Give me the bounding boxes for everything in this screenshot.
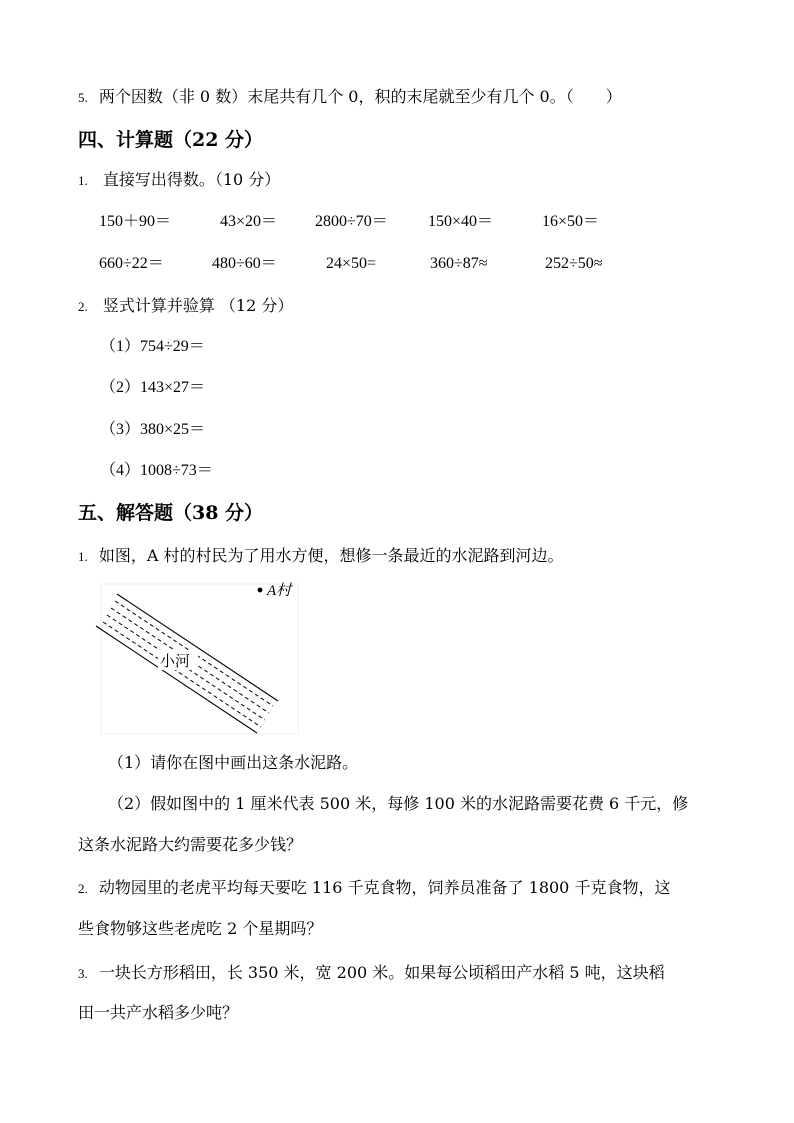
question-number: 2. <box>78 881 88 896</box>
figure-frame <box>101 584 298 734</box>
section-5-question-2-line-1 <box>78 877 670 900</box>
question-text: 一块长方形稻田，长 350 米，宽 200 米。如果每公顷稻田产水稻 5 吨，这块稻 <box>98 963 665 982</box>
question-text: 竖式计算并验算 （12 分） <box>102 296 294 315</box>
question-text: 如图，A 村的村民为了用水方便，想修一条最近的水泥路到河边。 <box>98 546 564 565</box>
question-1-sub-2-line-2: 这条水泥路大约需要花多少钱？ <box>78 835 303 854</box>
village-a-label: A村 <box>267 583 292 599</box>
question-number: 3. <box>78 966 88 981</box>
vertical-calc-3: （3）380×25＝ <box>100 421 206 438</box>
question-number: 1. <box>78 173 88 188</box>
section-5-question-3-line-2: 田一共产水稻多少吨？ <box>78 1003 239 1022</box>
question-number: 1. <box>78 549 88 564</box>
section-4-question-2 <box>78 295 293 318</box>
calc-item: 660÷22＝ <box>99 255 164 272</box>
section-5-question-1 <box>78 545 564 568</box>
calc-item: 2800÷70＝ <box>315 213 388 230</box>
question-text: 直接写出得数。（10 分） <box>102 170 281 189</box>
river-figure <box>90 582 305 737</box>
calc-item: 24×50= <box>326 255 377 272</box>
calc-item: 43×20＝ <box>220 213 278 230</box>
question-5 <box>78 86 622 109</box>
question-1-sub-1: （1）请你在图中画出这条水泥路。 <box>108 753 359 772</box>
calc-item: 360÷87≈ <box>430 255 488 272</box>
section-5-title: 五、解答题（38 分） <box>78 502 264 524</box>
question-1-sub-2-line-1: （2）假如图中的 1 厘米代表 500 米，每修 100 米的水泥路需要花费 6 千元，修 <box>108 794 689 813</box>
section-5-question-2-line-2: 些食物够这些老虎吃 2 个星期吗？ <box>78 919 323 938</box>
vertical-calc-4: （4）1008÷73＝ <box>100 462 213 479</box>
calc-item: 16×50＝ <box>542 213 600 230</box>
calc-item: 150＋90＝ <box>99 213 172 230</box>
village-a-point <box>258 588 263 593</box>
question-number: 5. <box>78 90 88 105</box>
river-label: 小河 <box>160 653 191 670</box>
question-number: 2. <box>78 299 88 314</box>
section-4-question-1 <box>78 169 280 192</box>
vertical-calc-1: （1）754÷29＝ <box>100 338 205 355</box>
section-5-question-3-line-1 <box>78 962 665 985</box>
section-4-title: 四、计算题（22 分） <box>78 129 264 151</box>
question-text: 动物园里的老虎平均每天要吃 116 千克食物，饲养员准备了 1800 千克食物，这 <box>98 878 671 897</box>
vertical-calc-2: （2）143×27＝ <box>100 379 206 396</box>
question-text: 两个因数（非 0 数）末尾共有几个 0，积的末尾就至少有几个 0。（ ） <box>98 87 622 106</box>
calc-item: 480÷60＝ <box>212 255 277 272</box>
calc-item: 150×40＝ <box>428 213 494 230</box>
calc-item: 252÷50≈ <box>545 255 603 272</box>
